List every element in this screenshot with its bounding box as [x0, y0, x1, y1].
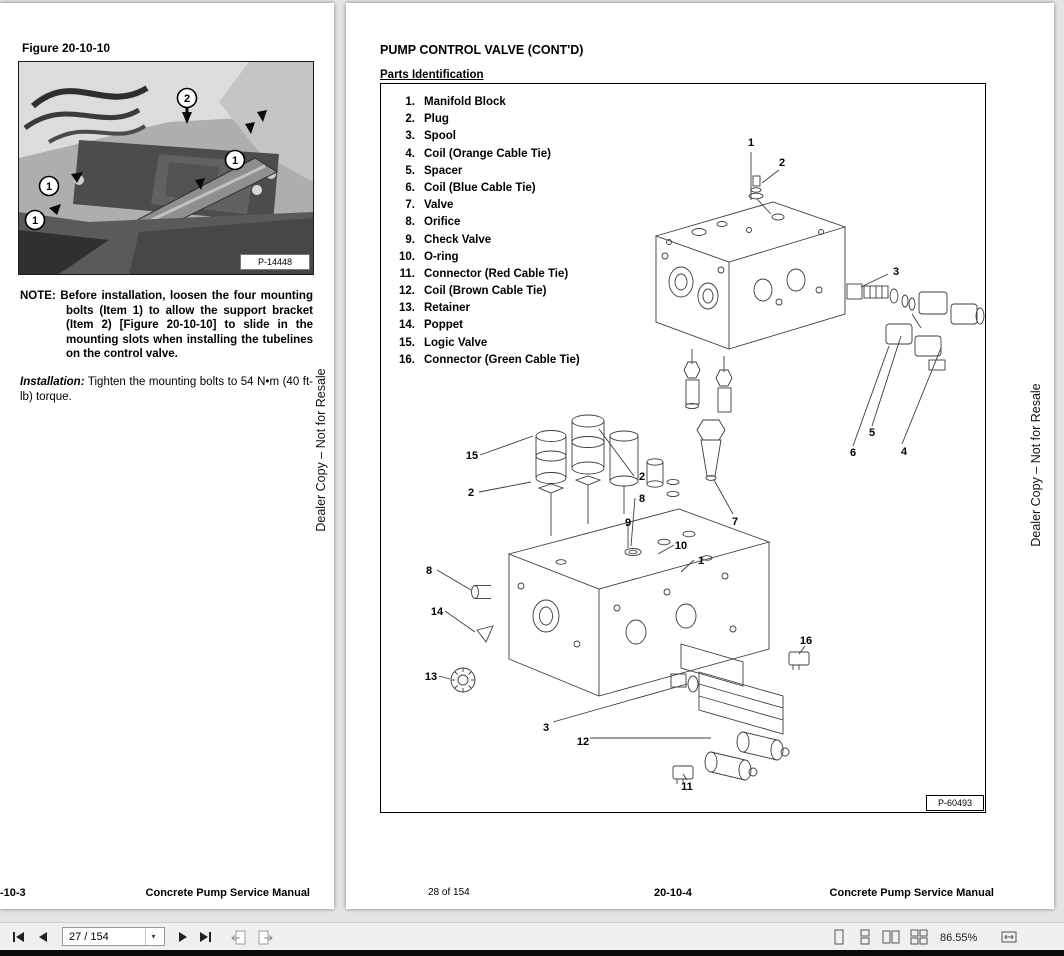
- photo-ref-label: P-14448: [240, 254, 310, 270]
- callout-1: 1: [747, 137, 755, 149]
- footer-page-code-right: 20-10-4: [654, 887, 692, 899]
- installation-paragraph: [20, 375, 313, 404]
- dealer-copy-watermark-right: Dealer Copy – Not for Resale: [1029, 383, 1043, 547]
- part-number: 13.: [399, 302, 415, 315]
- previous-page-button[interactable]: [32, 927, 54, 947]
- part-name: Retainer: [424, 302, 471, 315]
- parts-list-item: [393, 335, 580, 352]
- previous-page-icon: [38, 931, 48, 943]
- parts-list-item: [393, 317, 580, 334]
- page-number-box: [62, 927, 165, 946]
- part-name: Spacer: [424, 164, 463, 177]
- callout-11: 11: [681, 781, 693, 793]
- callout-13: 13: [424, 671, 438, 683]
- part-number: 3.: [405, 130, 415, 143]
- note-paragraph: [20, 289, 313, 362]
- photo-callout-1a: 1: [231, 155, 239, 167]
- parts-list-item: [393, 300, 580, 317]
- parts-list-item: [393, 232, 580, 249]
- part-name: Coil (Brown Cable Tie): [424, 285, 547, 298]
- part-number: 11.: [399, 267, 415, 280]
- fit-width-icon: [1001, 929, 1017, 945]
- part-name: Connector (Green Cable Tie): [424, 353, 580, 366]
- previous-view-icon: [231, 930, 247, 945]
- photo-callout-2: 2: [183, 93, 191, 105]
- facing-pages-view-button[interactable]: [880, 927, 902, 947]
- callout-8: 8: [638, 493, 646, 505]
- note-label: NOTE:: [20, 290, 56, 302]
- continuous-facing-view-icon: [910, 929, 928, 945]
- next-page-icon: [178, 931, 188, 943]
- zoom-level[interactable]: 86.55%: [940, 932, 978, 944]
- parts-list-item: [393, 94, 580, 111]
- page-number-input[interactable]: [63, 931, 145, 943]
- manual-page-right: [346, 3, 1054, 909]
- callout-10: 10: [674, 540, 688, 552]
- part-name: Orifice: [424, 216, 461, 229]
- manual-page-left: [0, 3, 334, 909]
- part-name: Manifold Block: [424, 96, 506, 108]
- footer-manual-title-left: Concrete Pump Service Manual: [145, 887, 310, 899]
- next-view-icon: [257, 930, 273, 945]
- callout-3: 3: [892, 266, 900, 278]
- fit-width-button[interactable]: [998, 927, 1020, 947]
- part-name: Plug: [424, 113, 449, 126]
- part-name: O-ring: [424, 250, 459, 263]
- part-name: Logic Valve: [424, 336, 488, 349]
- machine-photo-art: [19, 62, 313, 274]
- figure-title: Figure 20-10-10: [22, 41, 111, 55]
- part-number: 5.: [405, 164, 415, 177]
- callout-16: 16: [799, 635, 813, 647]
- part-number: 16.: [399, 353, 415, 366]
- part-number: 8.: [405, 216, 415, 229]
- part-number: 9.: [405, 233, 415, 246]
- figure-photo: [18, 61, 314, 275]
- parts-list-item: [393, 266, 580, 283]
- note-text: Before installation, loosen the four mounting bolts (Item 1) to allow the support bracket (Item 2) [Figure 20-10-10] to slide in the mounting slots when installing the tubelines on the control valve.: [60, 290, 313, 361]
- last-page-button[interactable]: [194, 927, 216, 947]
- continuous-facing-view-button[interactable]: [908, 927, 930, 947]
- part-number: 2.: [405, 113, 415, 126]
- callout-4: 4: [900, 446, 908, 458]
- part-number: 12.: [399, 285, 415, 298]
- single-page-view-button[interactable]: [828, 927, 850, 947]
- last-page-icon: [198, 931, 212, 943]
- part-number: 15.: [399, 336, 415, 349]
- continuous-view-icon: [858, 929, 872, 945]
- part-name: Coil (Blue Cable Tie): [424, 181, 536, 194]
- parts-list-item: [393, 249, 580, 266]
- part-number: 1.: [405, 96, 415, 108]
- part-number: 7.: [405, 199, 415, 212]
- callout-12: 12: [576, 736, 590, 748]
- callout-5: 5: [868, 427, 876, 439]
- parts-list-item: [393, 283, 580, 300]
- callout-14: 14: [430, 606, 444, 618]
- installation-label: Installation:: [20, 376, 85, 388]
- facing-pages-view-icon: [882, 929, 900, 945]
- parts-list-item: [393, 163, 580, 180]
- parts-figure-box: [380, 83, 986, 813]
- part-number: 4.: [405, 147, 415, 160]
- parts-list-item: [393, 214, 580, 231]
- callout-2: 2: [778, 157, 786, 169]
- callout-1b: 1: [697, 555, 705, 567]
- callout-8b: 8: [425, 565, 433, 577]
- photo-callout-1c: 1: [31, 215, 39, 227]
- parts-identification-heading: Parts Identification: [380, 69, 484, 81]
- part-name: Poppet: [424, 319, 463, 332]
- callout-2b: 2: [467, 487, 475, 499]
- part-number: 10.: [399, 250, 415, 263]
- callout-9: 9: [624, 517, 632, 529]
- previous-view-button[interactable]: [228, 927, 250, 947]
- parts-list-item: [393, 128, 580, 145]
- figure-ref-label: P-60493: [926, 795, 984, 811]
- parts-list-item: [393, 180, 580, 197]
- section-title: PUMP CONTROL VALVE (CONT'D): [380, 43, 584, 57]
- footer-page-of: 28 of 154: [428, 887, 470, 898]
- part-number: 6.: [405, 181, 415, 194]
- parts-list: [393, 94, 580, 369]
- parts-list-item: [393, 197, 580, 214]
- parts-list-item: [393, 111, 580, 128]
- first-page-button[interactable]: [8, 927, 30, 947]
- parts-list-item: [393, 352, 580, 369]
- part-name: Connector (Red Cable Tie): [424, 267, 569, 280]
- part-name: Check Valve: [424, 233, 492, 246]
- callout-7: 7: [731, 516, 739, 528]
- part-name: Spool: [424, 130, 456, 143]
- taskbar-strip: [0, 950, 1064, 956]
- callout-6: 6: [849, 447, 857, 459]
- continuous-view-button[interactable]: [854, 927, 876, 947]
- dealer-copy-watermark-left: Dealer Copy – Not for Resale: [314, 368, 328, 532]
- first-page-icon: [12, 931, 26, 943]
- callout-3b: 3: [542, 722, 550, 734]
- callout-15: 15: [465, 450, 479, 462]
- part-name: Coil (Orange Cable Tie): [424, 147, 551, 160]
- page-dropdown-arrow-icon[interactable]: ▾: [145, 928, 161, 945]
- callout-2c: 2: [638, 471, 646, 483]
- pdf-toolbar: [0, 922, 1064, 950]
- photo-callout-1b: 1: [45, 181, 53, 193]
- installation-text: Tighten the mounting bolts to 54 N•m (40 ft-lb) torque.: [20, 376, 313, 403]
- next-page-button[interactable]: [172, 927, 194, 947]
- part-number: 14.: [399, 319, 415, 332]
- single-page-view-icon: [832, 929, 846, 945]
- footer-manual-title-right: Concrete Pump Service Manual: [829, 887, 994, 899]
- footer-page-code-left: -10-3: [0, 887, 26, 899]
- next-view-button[interactable]: [254, 927, 276, 947]
- part-name: Valve: [424, 199, 454, 212]
- parts-list-item: [393, 146, 580, 163]
